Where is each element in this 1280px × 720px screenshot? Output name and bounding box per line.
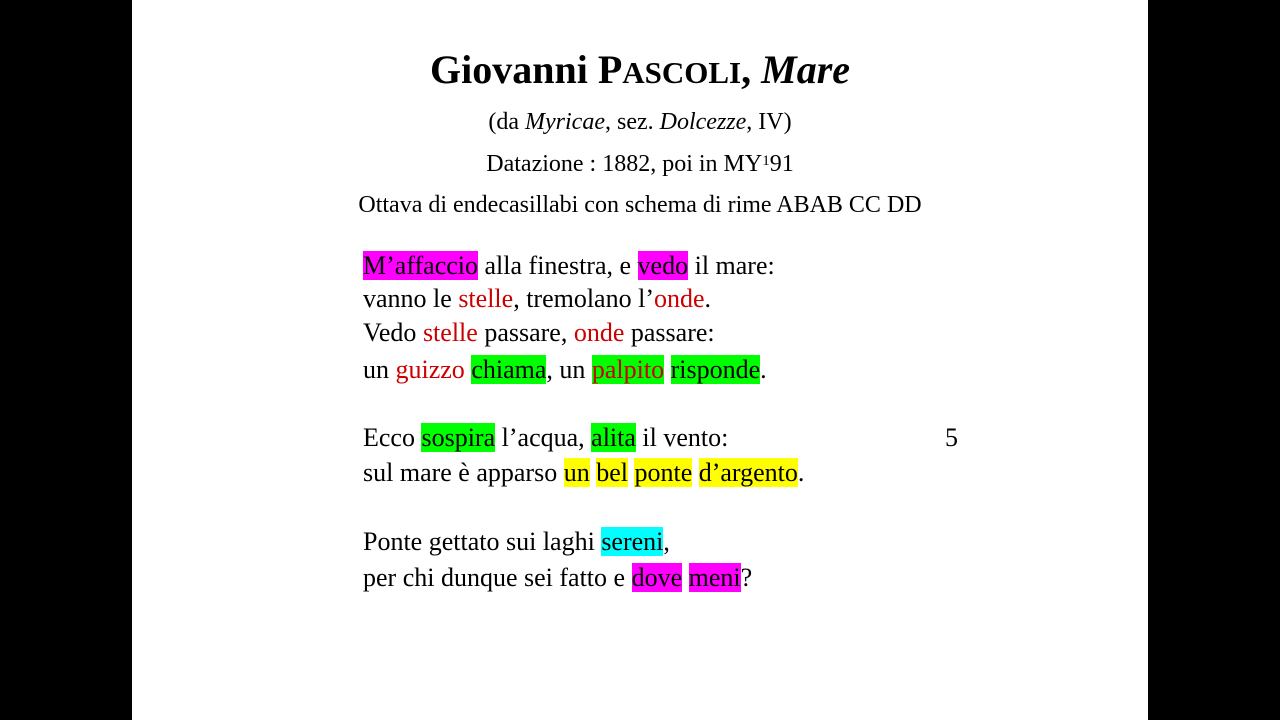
word: .	[797, 458, 805, 487]
word-highlight: d’argento	[698, 458, 798, 487]
word: vanno le	[363, 284, 459, 313]
word-red: guizzo	[395, 355, 465, 384]
work-title: Mare	[761, 47, 851, 92]
word: Ponte gettato sui laghi	[363, 527, 602, 556]
poem-line-1	[363, 251, 775, 281]
word: l’acqua,	[495, 423, 592, 452]
source-collection: Myricae	[525, 109, 605, 135]
word-highlight: dove	[631, 563, 683, 592]
source-section: Dolcezze	[659, 109, 747, 135]
word	[664, 355, 671, 384]
word: Vedo	[363, 318, 423, 347]
word-highlight: bel	[596, 458, 628, 487]
dating-text: Datazione : 1882, poi in MY	[486, 151, 763, 177]
word: il vento:	[635, 423, 729, 452]
word: ?	[740, 563, 753, 592]
dating-superscript: 1	[762, 153, 770, 169]
slide	[132, 0, 1148, 720]
word: , tremolano l’	[513, 284, 654, 313]
poem-line-6	[363, 458, 804, 488]
word-red: stelle	[458, 284, 514, 313]
source-mid: , sez.	[605, 109, 660, 135]
word: Ecco	[363, 423, 422, 452]
verse-line-number: 5	[945, 423, 958, 452]
word-highlight: meni	[688, 563, 741, 592]
source-close: , IV)	[746, 109, 792, 135]
meter-line: Ottava di endecasillabi con schema di rime ABAB CC DD	[358, 192, 922, 218]
title-separator: ,	[741, 47, 762, 92]
word-red: onde	[653, 284, 705, 313]
poem-line-4	[363, 355, 767, 385]
dating-tail: 91	[769, 151, 794, 177]
word: alla finestra, e	[478, 251, 638, 280]
poem-line-8	[363, 563, 752, 593]
source-line	[132, 107, 1148, 137]
dating-line	[132, 149, 1148, 179]
word-highlight: alita	[591, 423, 636, 452]
word: per chi dunque sei fatto e	[363, 563, 632, 592]
source-open: (da	[488, 109, 526, 135]
word: , un	[546, 355, 592, 384]
poem-line-2	[363, 284, 711, 314]
word: .	[704, 284, 712, 313]
word: un	[363, 355, 396, 384]
word-highlight: chiama	[471, 355, 547, 384]
author-first-name: Giovanni	[429, 47, 598, 92]
author-surname-initial: P	[597, 47, 623, 92]
word: passare:	[624, 318, 715, 347]
word: sul mare è apparso	[363, 458, 564, 487]
author-surname-rest: ASCOLI	[622, 55, 742, 90]
word-highlight: M’affaccio	[363, 251, 479, 280]
poem-line-3	[363, 318, 715, 348]
word-highlight: palpito	[591, 355, 665, 384]
poem-line-7	[363, 527, 670, 557]
word-highlight: ponte	[634, 458, 693, 487]
poem-line-5	[363, 423, 728, 453]
word-highlight: risponde	[670, 355, 761, 384]
word: il mare:	[688, 251, 775, 280]
word-highlight: un	[563, 458, 590, 487]
word-red: onde	[573, 318, 625, 347]
word	[682, 563, 689, 592]
word-highlight: sospira	[421, 423, 496, 452]
word: ,	[663, 527, 670, 556]
word: passare,	[477, 318, 574, 347]
word	[692, 458, 699, 487]
word: .	[760, 355, 767, 384]
page-title	[132, 46, 1148, 97]
word-highlight: vedo	[637, 251, 689, 280]
word-highlight: sereni	[601, 527, 664, 556]
word-red: stelle	[422, 318, 478, 347]
